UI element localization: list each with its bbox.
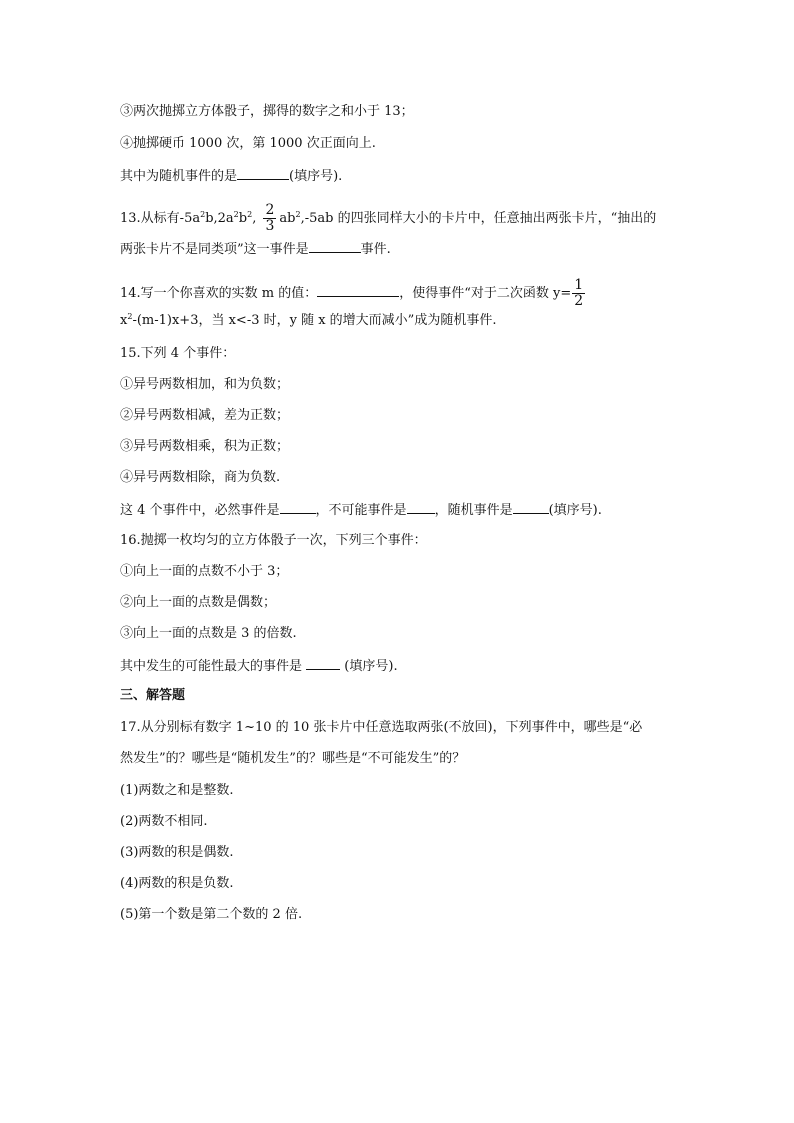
fraction-denominator: 2 bbox=[574, 293, 584, 309]
q17-line-1: 17.从分别标有数字 1~10 的 10 张卡片中任意选取两张(不放回)，下列事件中，哪些是“必 bbox=[120, 720, 643, 735]
exponent: 2 bbox=[295, 210, 301, 219]
q12-suffix: (填序号). bbox=[289, 169, 343, 184]
fraction-numerator: 1 bbox=[574, 277, 584, 293]
q15-event-2: ②异号两数相减，差为正数； bbox=[120, 408, 290, 423]
q13-text: b bbox=[238, 211, 248, 226]
fraction-two-thirds bbox=[263, 203, 276, 234]
q12-answer-line bbox=[120, 167, 342, 185]
exponent: 2 bbox=[247, 210, 253, 219]
q15-event-1: ①异号两数相加，和为负数； bbox=[120, 377, 290, 392]
q14-line-2 bbox=[120, 313, 496, 329]
answer-blank[interactable] bbox=[309, 240, 361, 253]
event-3-line: ③两次抛掷立方体骰子，掷得的数字之和小于 13； bbox=[120, 104, 414, 119]
fraction-numerator: 2 bbox=[265, 202, 275, 218]
exponent: 2 bbox=[233, 210, 239, 219]
q17-item-1: (1)两数之和是整数. bbox=[120, 783, 234, 798]
event-4-line: ④抛掷硬币 1000 次，第 1000 次正面向上. bbox=[120, 136, 376, 151]
answer-blank[interactable] bbox=[407, 501, 435, 514]
q15-title: 15.下列 4 个事件： bbox=[120, 346, 236, 361]
q16-text: 其中发生的可能性最大的事件是 bbox=[120, 659, 303, 674]
answer-blank[interactable] bbox=[237, 167, 289, 180]
q13-text: 事件. bbox=[360, 242, 391, 257]
q14-text: ，使得事件“对于二次函数 y= bbox=[399, 286, 572, 301]
q14-text: -(m-1)x+3，当 x<-3 时，y 随 x 的增大而减小”成为随机事件. bbox=[132, 313, 497, 328]
q15-text: (填序号). bbox=[548, 503, 602, 518]
q15-event-3: ③异号两数相乘，积为正数； bbox=[120, 439, 290, 454]
q16-answer-line bbox=[120, 657, 398, 675]
q16-text: (填序号). bbox=[344, 659, 398, 674]
fraction-denominator: 3 bbox=[265, 218, 275, 234]
q15-answer-line bbox=[120, 501, 602, 519]
q13-text: , bbox=[252, 211, 257, 226]
q14-line-1 bbox=[120, 278, 588, 309]
q15-text: ，随机事件是 bbox=[434, 503, 513, 518]
q13-text: 13.从标有-5a bbox=[120, 211, 201, 226]
q15-event-4: ④异号两数相除，商为负数. bbox=[120, 470, 281, 485]
q13-text: ,-5ab 的四张同样大小的卡片中，任意抽出两张卡片，“抽出的 bbox=[300, 211, 657, 226]
q16-event-2: ②向上一面的点数是偶数； bbox=[120, 595, 277, 610]
q16-event-1: ①向上一面的点数不小于 3； bbox=[120, 564, 289, 579]
answer-blank[interactable] bbox=[513, 501, 549, 514]
q17-item-2: (2)两数不相同. bbox=[120, 814, 208, 829]
q16-title: 16.抛掷一枚均匀的立方体骰子一次，下列三个事件： bbox=[120, 533, 427, 548]
q14-text: x bbox=[120, 313, 128, 328]
exponent: 2 bbox=[127, 312, 133, 321]
exponent: 2 bbox=[200, 210, 206, 219]
q13-text: b,2a bbox=[205, 211, 234, 226]
q14-text: 14.写一个你喜欢的实数 m 的值： bbox=[120, 286, 318, 301]
answer-blank[interactable] bbox=[306, 657, 340, 670]
section-heading: 三、解答题 bbox=[120, 688, 186, 703]
q16-event-3: ③向上一面的点数是 3 的倍数. bbox=[120, 626, 297, 641]
q13-text: 两张卡片不是同类项”这一事件是 bbox=[120, 242, 309, 257]
q13-line-2 bbox=[120, 240, 391, 258]
fraction-one-half bbox=[572, 278, 585, 309]
q17-item-5: (5)第一个数是第二个数的 2 倍. bbox=[120, 907, 303, 922]
q17-item-3: (3)两数的积是偶数. bbox=[120, 845, 234, 860]
answer-blank[interactable] bbox=[317, 284, 399, 297]
q12-prompt: 其中为随机事件的是 bbox=[120, 169, 238, 184]
q15-text: 这 4 个事件中，必然事件是 bbox=[120, 503, 280, 518]
q17-line-2: 然发生”的？哪些是“随机发生”的？哪些是“不可能发生”的？ bbox=[120, 751, 466, 766]
q13-line-1 bbox=[120, 203, 656, 234]
answer-blank[interactable] bbox=[280, 501, 316, 514]
q15-text: ，不可能事件是 bbox=[315, 503, 407, 518]
q17-item-4: (4)两数的积是负数. bbox=[120, 876, 234, 891]
q13-text: ab bbox=[279, 211, 296, 226]
